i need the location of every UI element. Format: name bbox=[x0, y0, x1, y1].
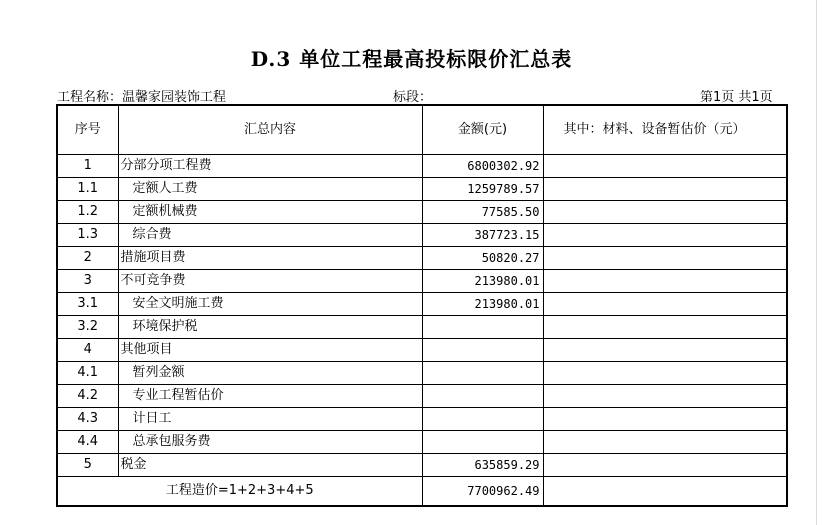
row-content: 暂列金额 bbox=[118, 362, 422, 385]
row-content: 总承包服务费 bbox=[118, 431, 422, 454]
row-content: 安全文明施工费 bbox=[118, 293, 422, 316]
table-row bbox=[57, 247, 787, 270]
header-seq: 序号 bbox=[57, 105, 118, 155]
section-label: 标段： bbox=[393, 90, 433, 105]
row-seq: 3.1 bbox=[57, 293, 118, 316]
total-row bbox=[57, 477, 787, 507]
row-content: 计日工 bbox=[118, 408, 422, 431]
row-materials bbox=[543, 408, 787, 431]
row-seq: 1 bbox=[57, 155, 118, 178]
row-amount bbox=[422, 316, 543, 339]
table-row bbox=[57, 155, 787, 178]
total-materials bbox=[543, 477, 787, 507]
row-materials bbox=[543, 178, 787, 201]
summary-table bbox=[56, 104, 788, 507]
header-amount: 金额(元) bbox=[422, 105, 543, 155]
header-materials: 其中：材料、设备暂估价（元） bbox=[543, 105, 787, 155]
row-seq: 4.4 bbox=[57, 431, 118, 454]
table-row bbox=[57, 178, 787, 201]
row-materials bbox=[543, 316, 787, 339]
row-seq: 4.2 bbox=[57, 385, 118, 408]
row-content: 专业工程暂估价 bbox=[118, 385, 422, 408]
total-label: 工程造价=1+2+3+4+5 bbox=[57, 477, 422, 507]
row-amount: 213980.01 bbox=[422, 293, 543, 316]
table-header-row bbox=[57, 105, 787, 155]
table-row bbox=[57, 385, 787, 408]
row-amount: 77585.50 bbox=[422, 201, 543, 224]
page-title: D.3 单位工程最高投标限价汇总表 bbox=[250, 47, 573, 71]
table-row bbox=[57, 339, 787, 362]
row-amount: 387723.15 bbox=[422, 224, 543, 247]
project-name: 工程名称：温馨家园装饰工程 bbox=[57, 90, 227, 105]
row-materials bbox=[543, 224, 787, 247]
row-materials bbox=[543, 270, 787, 293]
table-row bbox=[57, 362, 787, 385]
table-row bbox=[57, 431, 787, 454]
row-amount bbox=[422, 362, 543, 385]
row-amount: 213980.01 bbox=[422, 270, 543, 293]
row-seq: 3 bbox=[57, 270, 118, 293]
row-content: 综合费 bbox=[118, 224, 422, 247]
row-content: 税金 bbox=[118, 454, 422, 477]
row-content: 不可竞争费 bbox=[118, 270, 422, 293]
row-amount bbox=[422, 431, 543, 454]
table-row bbox=[57, 201, 787, 224]
row-content: 分部分项工程费 bbox=[118, 155, 422, 178]
row-amount bbox=[422, 339, 543, 362]
row-materials bbox=[543, 247, 787, 270]
table-row bbox=[57, 270, 787, 293]
header-content: 汇总内容 bbox=[118, 105, 422, 155]
row-amount: 1259789.57 bbox=[422, 178, 543, 201]
row-seq: 1.1 bbox=[57, 178, 118, 201]
row-materials bbox=[543, 362, 787, 385]
table-row bbox=[57, 293, 787, 316]
row-amount: 50820.27 bbox=[422, 247, 543, 270]
row-seq: 2 bbox=[57, 247, 118, 270]
row-content: 定额机械费 bbox=[118, 201, 422, 224]
row-content: 措施项目费 bbox=[118, 247, 422, 270]
row-materials bbox=[543, 431, 787, 454]
row-seq: 5 bbox=[57, 454, 118, 477]
row-amount bbox=[422, 408, 543, 431]
row-materials bbox=[543, 201, 787, 224]
table-row bbox=[57, 224, 787, 247]
table-row bbox=[57, 454, 787, 477]
row-amount: 6800302.92 bbox=[422, 155, 543, 178]
row-seq: 4 bbox=[57, 339, 118, 362]
sheet-gridline bbox=[816, 0, 817, 525]
row-seq: 3.2 bbox=[57, 316, 118, 339]
row-amount: 635859.29 bbox=[422, 454, 543, 477]
row-materials bbox=[543, 385, 787, 408]
row-amount bbox=[422, 385, 543, 408]
row-materials bbox=[543, 339, 787, 362]
row-content: 环境保护税 bbox=[118, 316, 422, 339]
row-content: 其他项目 bbox=[118, 339, 422, 362]
page-number: 第1页 共1页 bbox=[700, 90, 773, 105]
table-row bbox=[57, 316, 787, 339]
total-amount: 7700962.49 bbox=[422, 477, 543, 507]
row-materials bbox=[543, 454, 787, 477]
table-row bbox=[57, 408, 787, 431]
row-seq: 1.2 bbox=[57, 201, 118, 224]
row-seq: 4.1 bbox=[57, 362, 118, 385]
row-seq: 4.3 bbox=[57, 408, 118, 431]
row-materials bbox=[543, 293, 787, 316]
row-seq: 1.3 bbox=[57, 224, 118, 247]
row-materials bbox=[543, 155, 787, 178]
row-content: 定额人工费 bbox=[118, 178, 422, 201]
